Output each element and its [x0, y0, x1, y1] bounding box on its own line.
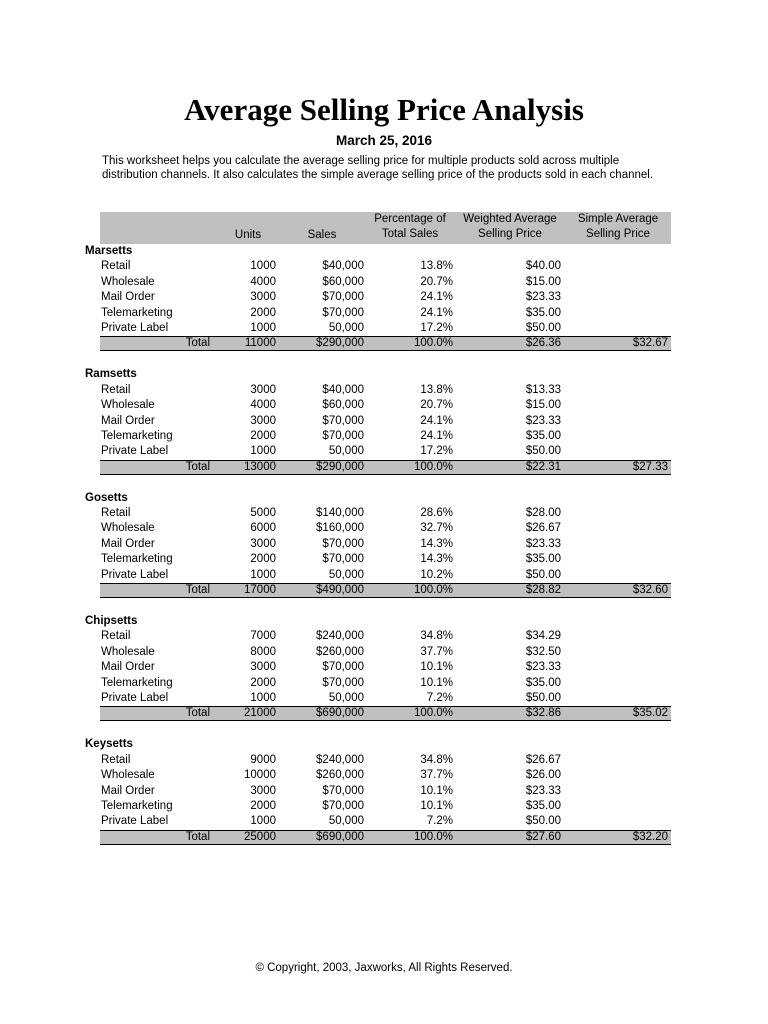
total-weighted-avg: $27.60 — [525, 830, 561, 843]
sales-cell: 50,000 — [328, 691, 364, 704]
sales-cell: $40,000 — [322, 260, 364, 273]
total-units: 17000 — [244, 584, 276, 597]
product-group — [85, 598, 671, 721]
units-cell: 2000 — [250, 553, 276, 566]
units-cell: 1000 — [250, 691, 276, 704]
group-name-row — [85, 244, 671, 259]
units-cell: 3000 — [250, 784, 276, 797]
table-row — [100, 321, 671, 336]
sales-cell: $70,000 — [322, 676, 364, 689]
total-label: Total — [185, 337, 210, 350]
table-row — [100, 506, 671, 521]
table-row — [100, 691, 671, 706]
units-cell: 3000 — [250, 537, 276, 550]
pct-cell: 10.2% — [420, 568, 453, 581]
pct-cell: 24.1% — [420, 291, 453, 304]
units-cell: 10000 — [244, 769, 276, 782]
group-spacer — [100, 721, 671, 737]
header-pct-line2: Total Sales — [381, 228, 439, 240]
units-cell: 6000 — [250, 522, 276, 535]
sales-cell: 50,000 — [328, 568, 364, 581]
total-pct: 100.0% — [413, 337, 453, 350]
total-row — [100, 830, 671, 845]
group-name: Gosetts — [85, 491, 128, 504]
header-weighted-avg — [458, 212, 562, 242]
channel-label: Wholesale — [101, 769, 155, 782]
table-row — [100, 383, 671, 398]
total-units: 13000 — [244, 460, 276, 473]
sales-cell: $70,000 — [322, 306, 364, 319]
pct-cell: 34.8% — [420, 753, 453, 766]
pct-cell: 24.1% — [420, 429, 453, 442]
weighted-avg-cell: $15.00 — [525, 275, 561, 288]
weighted-avg-cell: $23.33 — [525, 291, 561, 304]
total-simple-avg: $32.67 — [632, 337, 668, 350]
total-pct: 100.0% — [413, 830, 453, 843]
units-cell: 4000 — [250, 399, 276, 412]
weighted-avg-cell: $50.00 — [525, 321, 561, 334]
total-pct: 100.0% — [413, 707, 453, 720]
units-cell: 3000 — [250, 383, 276, 396]
weighted-avg-cell: $35.00 — [525, 429, 561, 442]
price-analysis-table — [85, 212, 671, 845]
weighted-avg-cell: $50.00 — [525, 815, 561, 828]
group-spacer — [100, 598, 671, 614]
sales-cell: $240,000 — [316, 630, 364, 643]
sales-cell: $70,000 — [322, 537, 364, 550]
pct-cell: 37.7% — [420, 645, 453, 658]
pct-cell: 14.3% — [420, 537, 453, 550]
total-units: 25000 — [244, 830, 276, 843]
units-cell: 5000 — [250, 507, 276, 520]
channel-label: Wholesale — [101, 275, 155, 288]
product-group — [85, 351, 671, 474]
weighted-avg-cell: $26.67 — [525, 522, 561, 535]
total-sales: $290,000 — [316, 337, 364, 350]
table-row — [100, 414, 671, 429]
weighted-avg-cell: $23.33 — [525, 537, 561, 550]
group-name-row — [85, 367, 671, 382]
sales-cell: $260,000 — [316, 769, 364, 782]
product-group — [85, 475, 671, 598]
page-title: Average Selling Price Analysis — [184, 92, 584, 127]
total-label: Total — [185, 460, 210, 473]
channel-label: Retail — [101, 260, 131, 273]
weighted-avg-cell: $15.00 — [525, 399, 561, 412]
table-row — [100, 275, 671, 290]
total-weighted-avg: $32.86 — [525, 707, 561, 720]
channel-label: Telemarketing — [101, 676, 173, 689]
channel-label: Private Label — [101, 321, 169, 334]
channel-label: Private Label — [101, 815, 169, 828]
pct-cell: 10.1% — [420, 676, 453, 689]
pct-cell: 13.8% — [420, 260, 453, 273]
group-name-row — [85, 491, 671, 506]
total-row — [100, 460, 671, 475]
channel-label: Private Label — [101, 445, 169, 458]
channel-label: Retail — [101, 383, 131, 396]
table-row — [100, 398, 671, 413]
sales-cell: $260,000 — [316, 645, 364, 658]
weighted-avg-cell: $23.33 — [525, 661, 561, 674]
group-name: Ramsetts — [85, 368, 137, 381]
channel-label: Private Label — [101, 691, 169, 704]
group-name: Marsetts — [85, 245, 133, 257]
pct-cell: 14.3% — [420, 553, 453, 566]
total-row — [100, 336, 671, 351]
channel-label: Mail Order — [101, 537, 155, 550]
pct-cell: 24.1% — [420, 414, 453, 427]
sales-cell: 50,000 — [328, 321, 364, 334]
sales-cell: $70,000 — [322, 799, 364, 812]
total-weighted-avg: $22.31 — [525, 460, 561, 473]
pct-cell: 13.8% — [420, 383, 453, 396]
weighted-avg-cell: $28.00 — [525, 507, 561, 520]
total-weighted-avg: $28.82 — [525, 584, 561, 597]
total-row — [100, 583, 671, 598]
channel-label: Retail — [101, 507, 131, 520]
sales-cell: $70,000 — [322, 784, 364, 797]
header-sasp-line1: Simple Average — [577, 213, 659, 225]
total-simple-avg: $27.33 — [632, 460, 668, 473]
weighted-avg-cell: $50.00 — [525, 568, 561, 581]
sales-cell: $60,000 — [322, 399, 364, 412]
weighted-avg-cell: $26.00 — [525, 769, 561, 782]
total-label: Total — [185, 584, 210, 597]
table-row — [100, 429, 671, 444]
sales-cell: $70,000 — [322, 291, 364, 304]
weighted-avg-cell: $23.33 — [525, 784, 561, 797]
pct-cell: 32.7% — [420, 522, 453, 535]
channel-label: Mail Order — [101, 661, 155, 674]
units-cell: 1000 — [250, 815, 276, 828]
header-units: Units — [234, 229, 262, 241]
copyright-footer: © Copyright, 2003, Jaxworks, All Rights Reserved. — [255, 962, 513, 974]
units-cell: 3000 — [250, 291, 276, 304]
group-name-row — [85, 737, 671, 752]
total-weighted-avg: $26.36 — [525, 337, 561, 350]
header-pct-line1: Percentage of — [374, 213, 446, 225]
sales-cell: $70,000 — [322, 661, 364, 674]
total-simple-avg: $32.20 — [632, 830, 668, 843]
units-cell: 3000 — [250, 661, 276, 674]
report-date: March 25, 2016 — [335, 133, 433, 148]
table-row — [100, 290, 671, 305]
table-row — [100, 676, 671, 691]
table-row — [100, 814, 671, 829]
pct-cell: 7.2% — [426, 691, 453, 704]
units-cell: 2000 — [250, 676, 276, 689]
sales-cell: $240,000 — [316, 753, 364, 766]
channel-label: Mail Order — [101, 291, 155, 304]
sales-cell: $70,000 — [322, 429, 364, 442]
table-row — [100, 768, 671, 783]
total-label: Total — [185, 707, 210, 720]
total-pct: 100.0% — [413, 584, 453, 597]
units-cell: 1000 — [250, 260, 276, 273]
channel-label: Telemarketing — [101, 429, 173, 442]
channel-label: Telemarketing — [101, 799, 173, 812]
table-row — [100, 306, 671, 321]
weighted-avg-cell: $40.00 — [525, 260, 561, 273]
units-cell: 2000 — [250, 306, 276, 319]
pct-cell: 7.2% — [426, 815, 453, 828]
table-row — [100, 660, 671, 675]
channel-label: Wholesale — [101, 645, 155, 658]
table-row — [100, 259, 671, 274]
weighted-avg-cell: $35.00 — [525, 306, 561, 319]
weighted-avg-cell: $34.29 — [525, 630, 561, 643]
group-spacer — [100, 475, 671, 491]
pct-cell: 17.2% — [420, 445, 453, 458]
header-wasp-line1: Weighted Average — [463, 213, 557, 225]
sales-cell: 50,000 — [328, 815, 364, 828]
weighted-avg-cell: $35.00 — [525, 676, 561, 689]
total-simple-avg: $35.02 — [632, 707, 668, 720]
units-cell: 2000 — [250, 429, 276, 442]
table-row — [100, 799, 671, 814]
channel-label: Retail — [101, 630, 131, 643]
total-units: 21000 — [244, 707, 276, 720]
product-group — [85, 244, 671, 351]
group-name-row — [85, 614, 671, 629]
sales-cell: 50,000 — [328, 445, 364, 458]
table-row — [100, 552, 671, 567]
header-sasp-line2: Selling Price — [586, 228, 650, 240]
units-cell: 1000 — [250, 568, 276, 581]
header-sales: Sales — [307, 229, 337, 241]
table-row — [100, 521, 671, 536]
pct-cell: 10.1% — [420, 799, 453, 812]
channel-label: Telemarketing — [101, 553, 173, 566]
table-row — [100, 444, 671, 459]
total-simple-avg: $32.60 — [632, 584, 668, 597]
pct-cell: 34.8% — [420, 630, 453, 643]
total-sales: $690,000 — [316, 707, 364, 720]
pct-cell: 20.7% — [420, 399, 453, 412]
table-row — [100, 784, 671, 799]
pct-cell: 24.1% — [420, 306, 453, 319]
table-row — [100, 537, 671, 552]
sales-cell: $70,000 — [322, 414, 364, 427]
description-text: This worksheet helps you calculate the average selling price for multiple products sold across multiple distribution channels. It also calculates the simple average selling price of the products sold in each channel. — [102, 155, 654, 181]
pct-cell: 10.1% — [420, 784, 453, 797]
pct-cell: 20.7% — [420, 275, 453, 288]
total-pct: 100.0% — [413, 460, 453, 473]
weighted-avg-cell: $13.33 — [525, 383, 561, 396]
channel-label: Wholesale — [101, 522, 155, 535]
table-row — [100, 629, 671, 644]
weighted-avg-cell: $35.00 — [525, 553, 561, 566]
header-simple-avg — [568, 212, 668, 242]
header-pct-total-sales — [362, 212, 458, 242]
units-cell: 7000 — [250, 630, 276, 643]
channel-label: Retail — [101, 753, 131, 766]
pct-cell: 17.2% — [420, 321, 453, 334]
weighted-avg-cell: $35.00 — [525, 799, 561, 812]
total-label: Total — [185, 830, 210, 843]
pct-cell: 28.6% — [420, 507, 453, 520]
total-sales: $690,000 — [316, 830, 364, 843]
header-wasp-line2: Selling Price — [478, 228, 542, 240]
units-cell: 2000 — [250, 799, 276, 812]
group-spacer — [100, 351, 671, 367]
total-units: 11000 — [244, 337, 276, 350]
sales-cell: $160,000 — [316, 522, 364, 535]
units-cell: 1000 — [250, 445, 276, 458]
weighted-avg-cell: $50.00 — [525, 445, 561, 458]
units-cell: 8000 — [250, 645, 276, 658]
table-header — [100, 212, 671, 244]
channel-label: Mail Order — [101, 414, 155, 427]
channel-label: Wholesale — [101, 399, 155, 412]
weighted-avg-cell: $50.00 — [525, 691, 561, 704]
units-cell: 9000 — [250, 753, 276, 766]
units-cell: 4000 — [250, 275, 276, 288]
total-sales: $290,000 — [316, 460, 364, 473]
sales-cell: $40,000 — [322, 383, 364, 396]
total-row — [100, 706, 671, 721]
table-row — [100, 645, 671, 660]
pct-cell: 37.7% — [420, 769, 453, 782]
weighted-avg-cell: $26.67 — [525, 753, 561, 766]
units-cell: 3000 — [250, 414, 276, 427]
channel-label: Mail Order — [101, 784, 155, 797]
product-groups — [85, 244, 671, 845]
weighted-avg-cell: $32.50 — [525, 645, 561, 658]
group-name: Keysetts — [85, 738, 133, 751]
units-cell: 1000 — [250, 321, 276, 334]
sales-cell: $60,000 — [322, 275, 364, 288]
pct-cell: 10.1% — [420, 661, 453, 674]
channel-label: Telemarketing — [101, 306, 173, 319]
group-name: Chipsetts — [85, 615, 138, 628]
table-row — [100, 753, 671, 768]
total-sales: $490,000 — [316, 584, 364, 597]
sales-cell: $140,000 — [316, 507, 364, 520]
weighted-avg-cell: $23.33 — [525, 414, 561, 427]
table-row — [100, 568, 671, 583]
sales-cell: $70,000 — [322, 553, 364, 566]
product-group — [85, 721, 671, 844]
channel-label: Private Label — [101, 568, 169, 581]
